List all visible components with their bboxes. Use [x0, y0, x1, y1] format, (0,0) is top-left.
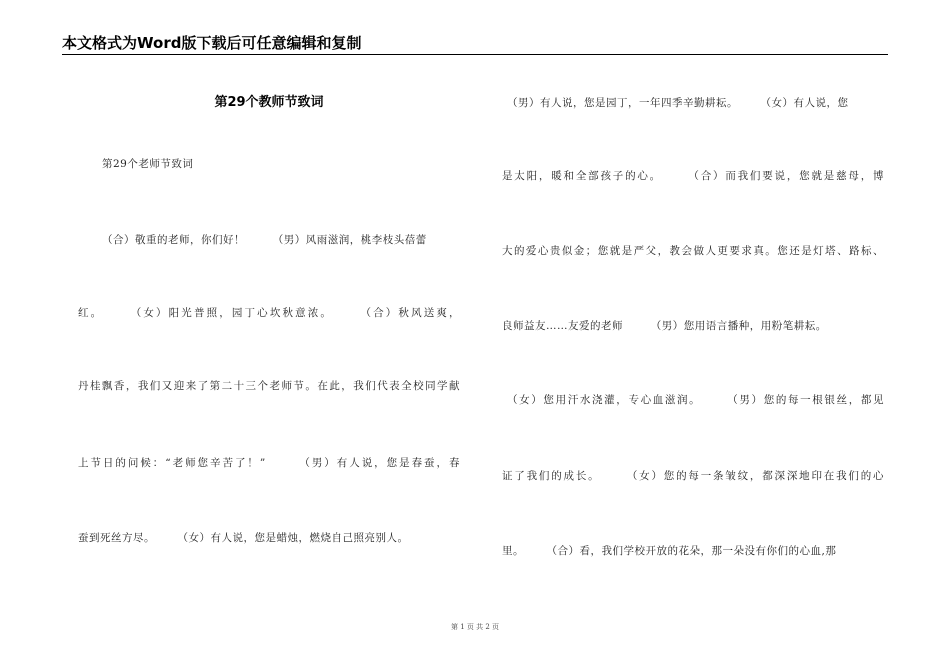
text-line: （男）有人说，您是园丁，一年四季辛勤耕耘。 （女）有人说，您 [507, 97, 849, 109]
page-header [62, 30, 888, 55]
page-footer: 第 1 页 共 2 页 [450, 623, 500, 631]
text-line: （女）您用汗水浇灌，专心血滋润。 （男）您的每一根银丝，都见 [507, 394, 884, 406]
text-line: 里。 （合）看，我们学校开放的花朵，那一朵没有你们的心血,那 [502, 545, 837, 557]
header-text: 本文格式为Word版下载后可任意编辑和复制 [62, 34, 362, 52]
text-line: 蚕到死丝方尽。 （女）有人说，您是蜡烛，燃烧自己照亮别人。 [78, 532, 409, 544]
document-title: 第29个教师节致词 [214, 95, 324, 110]
text-line: 是太阳，暖和全部孩子的心。 （合）而我们要说，您就是慈母，博 [502, 170, 884, 182]
text-line: 上节日的问候：“老师您辛苦了！” （男）有人说，您是春蚕，春 [78, 457, 460, 469]
text-line: 证了我们的成长。 （女）您的每一条皱纹，都深深地印在我们的心 [502, 470, 884, 482]
text-line: 红。 （女）阳光普照，园丁心坎秋意浓。 （合）秋风送爽， [78, 307, 460, 319]
text-line: （合）敬重的老师，你们好！ （男）风雨滋润，桃李枝头蓓蕾 [102, 234, 427, 246]
subtitle-line: 第29个老师节致词 [102, 158, 194, 170]
text-line: 丹桂飘香，我们又迎来了第二十三个老师节。在此，我们代表全校同学献 [78, 380, 460, 392]
text-line: 良师益友……友爱的老师 （男）您用语言播种，用粉笔耕耘。 [502, 320, 827, 332]
text-line: 大的爱心贵似金；您就是严父，教会做人更要求真。您还是灯塔、路标、 [502, 245, 884, 257]
